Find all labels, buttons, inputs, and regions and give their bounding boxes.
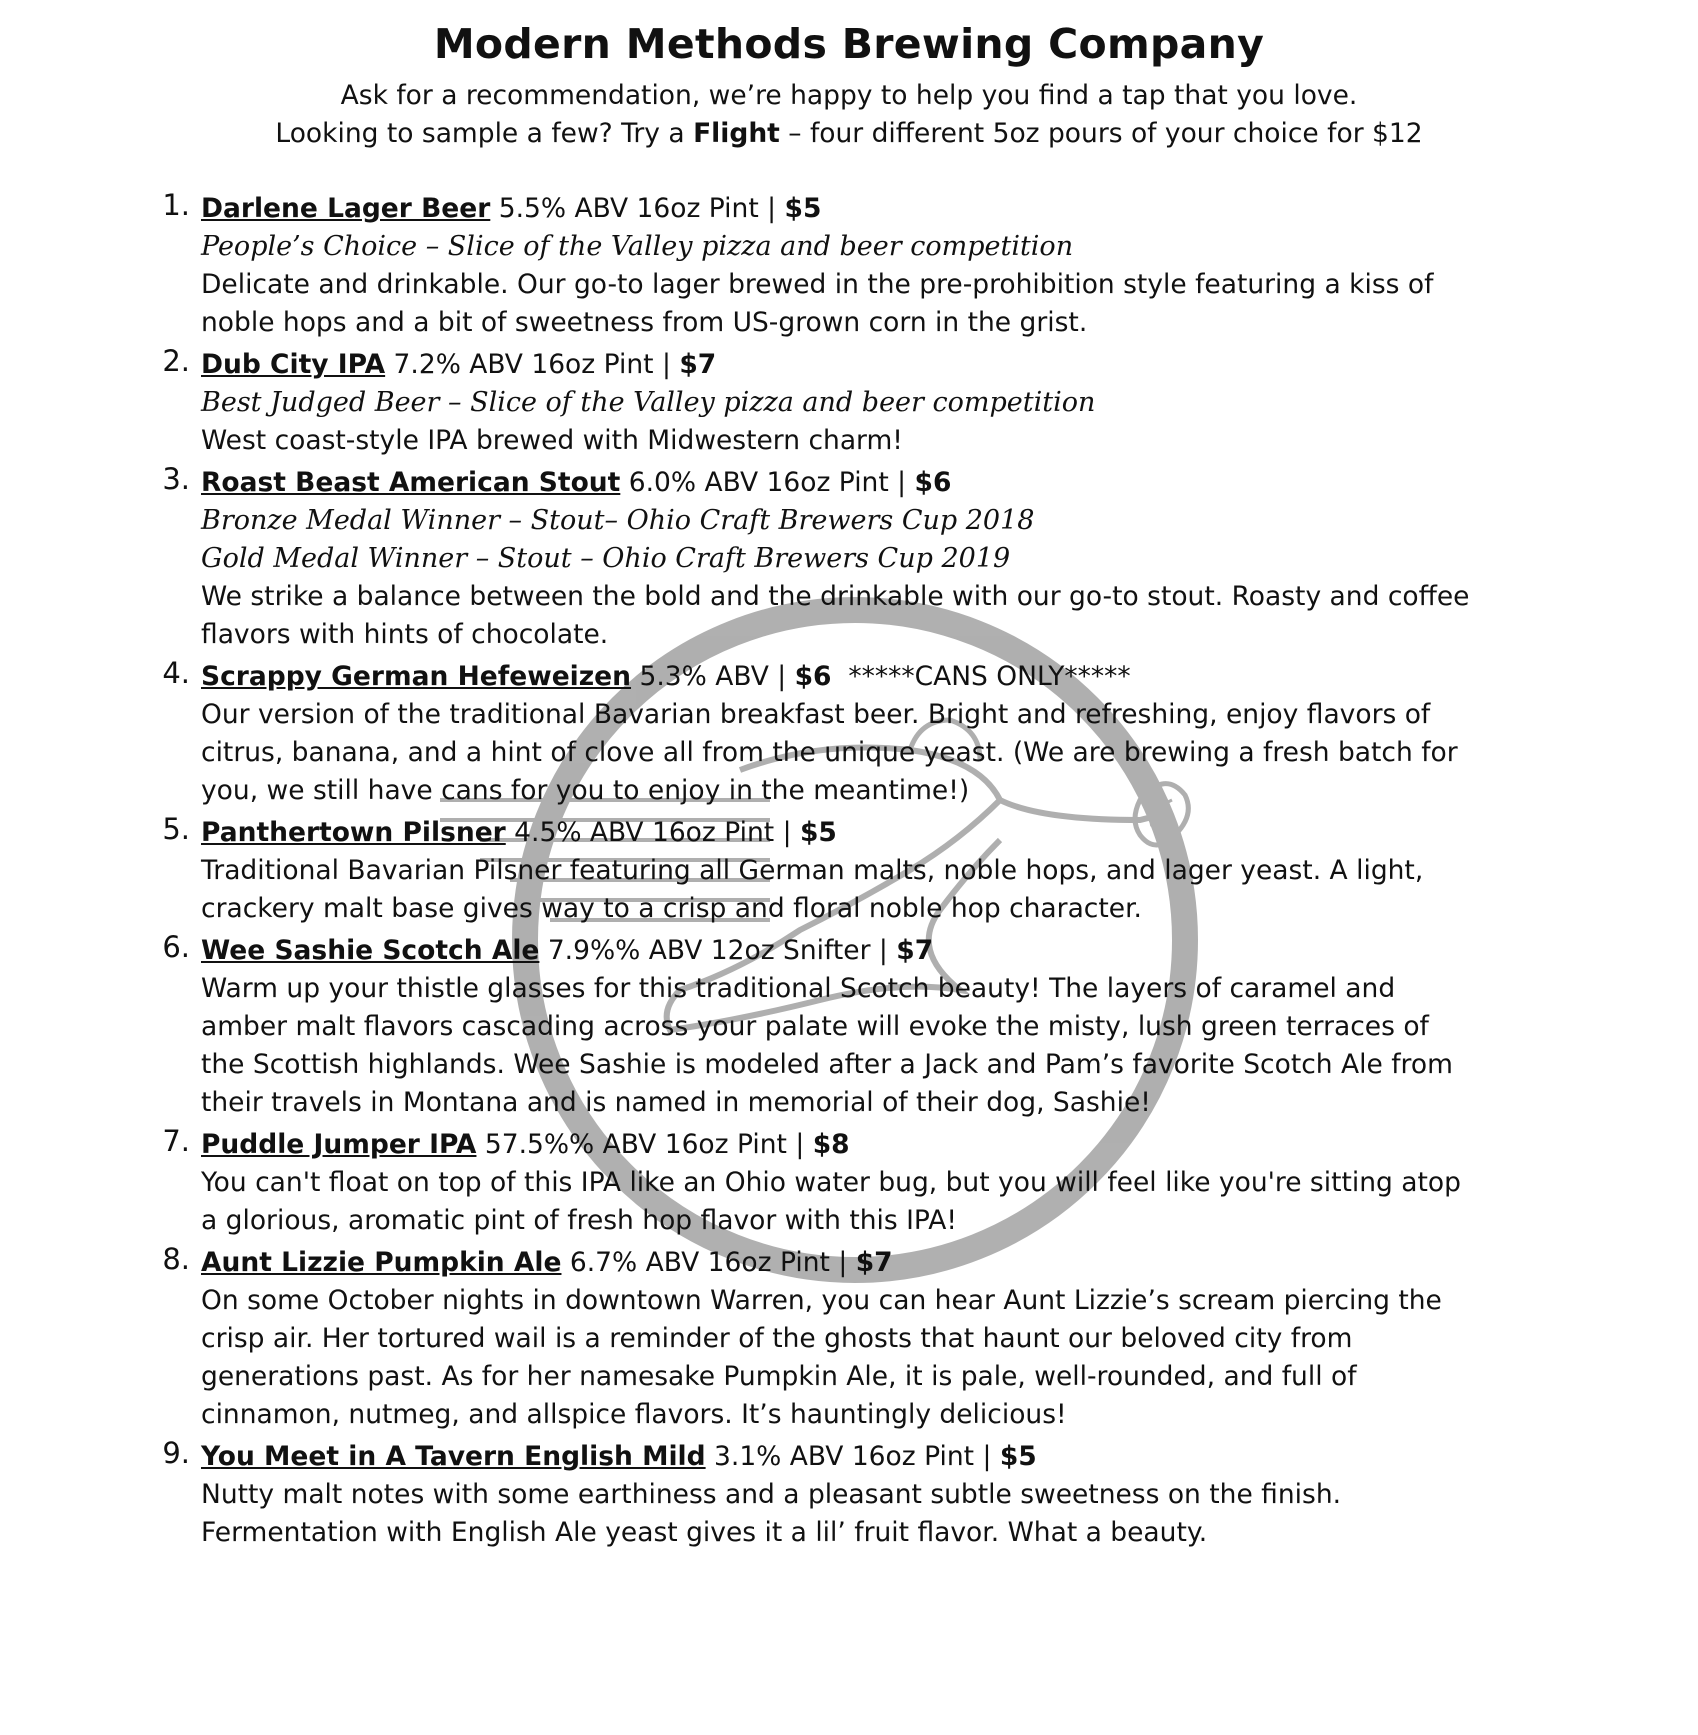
- item-number: 9.: [162, 1436, 190, 1470]
- item-heading: [201, 812, 837, 854]
- beer-description: Our version of the traditional Bavarian breakfast beer. Bright and refreshing, enjoy flavors of: [201, 699, 1431, 730]
- beer-name: Puddle Jumper IPA: [201, 1129, 477, 1160]
- beer-price: $6: [794, 661, 832, 692]
- item-number: 5.: [162, 812, 190, 846]
- item-number: 2.: [162, 344, 190, 378]
- beer-price: $5: [799, 817, 837, 848]
- beer-description: Delicate and drinkable. Our go-to lager brewed in the pre-prohibition style featuring a kiss of: [201, 269, 1434, 300]
- beer-price: $8: [812, 1129, 850, 1160]
- beer-description: the Scottish highlands. Wee Sashie is modeled after a Jack and Pam’s favorite Scotch Ale from: [201, 1049, 1453, 1080]
- beer-price: $6: [914, 467, 952, 498]
- beer-price: $5: [784, 193, 822, 224]
- item-number: 6.: [162, 930, 190, 964]
- beer-details: 5.3% ABV |: [631, 661, 795, 692]
- item-number: 8.: [162, 1242, 190, 1276]
- beer-name: Scrappy German Hefeweizen: [201, 661, 632, 692]
- beer-details: 7.2% ABV 16oz Pint |: [385, 349, 680, 380]
- beer-description: noble hops and a bit of sweetness from US-grown corn in the grist.: [201, 307, 1088, 338]
- item-heading: [201, 188, 821, 230]
- item-heading: [201, 930, 933, 972]
- intro-recommendation: Ask for a recommendation, we’re happy to help you find a tap that you love.: [340, 80, 1358, 111]
- beer-name: Wee Sashie Scotch Ale: [201, 935, 540, 966]
- item-number: 7.: [162, 1124, 190, 1158]
- beer-description: Fermentation with English Ale yeast gives it a lil’ fruit flavor. What a beauty.: [201, 1517, 1208, 1548]
- beer-award: Gold Medal Winner – Stout – Ohio Craft Brewers Cup 2019: [201, 543, 1011, 574]
- cans-only-note: *****CANS ONLY*****: [831, 661, 1131, 692]
- beer-description: On some October nights in downtown Warren, you can hear Aunt Lizzie’s scream piercing the: [201, 1285, 1442, 1316]
- beer-description: you, we still have cans for you to enjoy in the meantime!): [201, 775, 970, 806]
- beer-description: crisp air. Her tortured wail is a reminder of the ghosts that haunt our beloved city from: [201, 1323, 1353, 1354]
- item-heading: [201, 344, 716, 386]
- beer-name: Darlene Lager Beer: [201, 193, 491, 224]
- beer-name: You Meet in A Tavern English Mild: [201, 1441, 706, 1472]
- beer-name: Aunt Lizzie Pumpkin Ale: [201, 1247, 562, 1278]
- beer-name: Dub City IPA: [201, 349, 386, 380]
- intro-flight: [0, 118, 1698, 149]
- item-heading: [201, 1124, 850, 1166]
- page-title: Modern Methods Brewing Company: [433, 20, 1265, 68]
- item-heading: [201, 462, 951, 504]
- item-heading: [201, 1436, 1037, 1478]
- item-number: 3.: [162, 462, 190, 496]
- beer-details: 7.9%% ABV 12oz Snifter |: [539, 935, 897, 966]
- beer-description: generations past. As for her namesake Pumpkin Ale, it is pale, well-rounded, and full of: [201, 1361, 1357, 1392]
- item-number: 1.: [162, 188, 190, 222]
- beer-details: 3.1% ABV 16oz Pint |: [705, 1441, 1000, 1472]
- beer-price: $5: [999, 1441, 1037, 1472]
- beer-description: flavors with hints of chocolate.: [201, 619, 609, 650]
- item-number: 4.: [162, 656, 190, 690]
- intro-flight-prefix: Looking to sample a few? Try a: [275, 118, 694, 149]
- beer-description: amber malt flavors cascading across your palate will evoke the misty, lush green terraces of: [201, 1011, 1429, 1042]
- beer-details: 57.5%% ABV 16oz Pint |: [476, 1129, 813, 1160]
- beer-description: You can't float on top of this IPA like an Ohio water bug, but you will feel like you're sitting atop: [201, 1167, 1461, 1198]
- beer-price: $7: [855, 1247, 893, 1278]
- beer-price: $7: [896, 935, 934, 966]
- beer-description: cinnamon, nutmeg, and allspice flavors. It’s hauntingly delicious!: [201, 1399, 1067, 1430]
- beer-name: Roast Beast American Stout: [201, 467, 621, 498]
- beer-details: 6.0% ABV 16oz Pint |: [620, 467, 915, 498]
- beer-description: their travels in Montana and is named in memorial of their dog, Sashie!: [201, 1087, 1151, 1118]
- intro-flight-bold: Flight: [693, 118, 780, 149]
- beer-award: People’s Choice – Slice of the Valley pizza and beer competition: [201, 231, 1074, 262]
- item-heading: [201, 1242, 893, 1284]
- item-heading: [201, 656, 1131, 698]
- beer-description: a glorious, aromatic pint of fresh hop flavor with this IPA!: [201, 1205, 957, 1236]
- beer-name: Panthertown Pilsner: [201, 817, 506, 848]
- beer-award: Bronze Medal Winner – Stout– Ohio Craft Brewers Cup 2018: [201, 505, 1035, 536]
- beer-description: crackery malt base gives way to a crisp and floral noble hop character.: [201, 893, 1142, 924]
- beer-description: Nutty malt notes with some earthiness and a pleasant subtle sweetness on the finish.: [201, 1479, 1342, 1510]
- beer-details: 5.5% ABV 16oz Pint |: [490, 193, 785, 224]
- beer-description: We strike a balance between the bold and the drinkable with our go-to stout. Roasty and coffee: [201, 581, 1470, 612]
- beer-description: West coast-style IPA brewed with Midwestern charm!: [201, 425, 903, 456]
- beer-award: Best Judged Beer – Slice of the Valley pizza and beer competition: [201, 387, 1096, 418]
- beer-details: 4.5% ABV 16oz Pint |: [505, 817, 800, 848]
- beer-description: citrus, banana, and a hint of clove all from the unique yeast. (We are brewing a fresh batch for: [201, 737, 1458, 768]
- intro-flight-suffix: – four different 5oz pours of your choice for $12: [779, 118, 1423, 149]
- beer-description: Warm up your thistle glasses for this traditional Scotch beauty! The layers of caramel and: [201, 973, 1396, 1004]
- beer-details: 6.7% ABV 16oz Pint |: [561, 1247, 856, 1278]
- beer-price: $7: [679, 349, 717, 380]
- beer-description: Traditional Bavarian Pilsner featuring all German malts, noble hops, and lager yeast. A light,: [201, 855, 1424, 886]
